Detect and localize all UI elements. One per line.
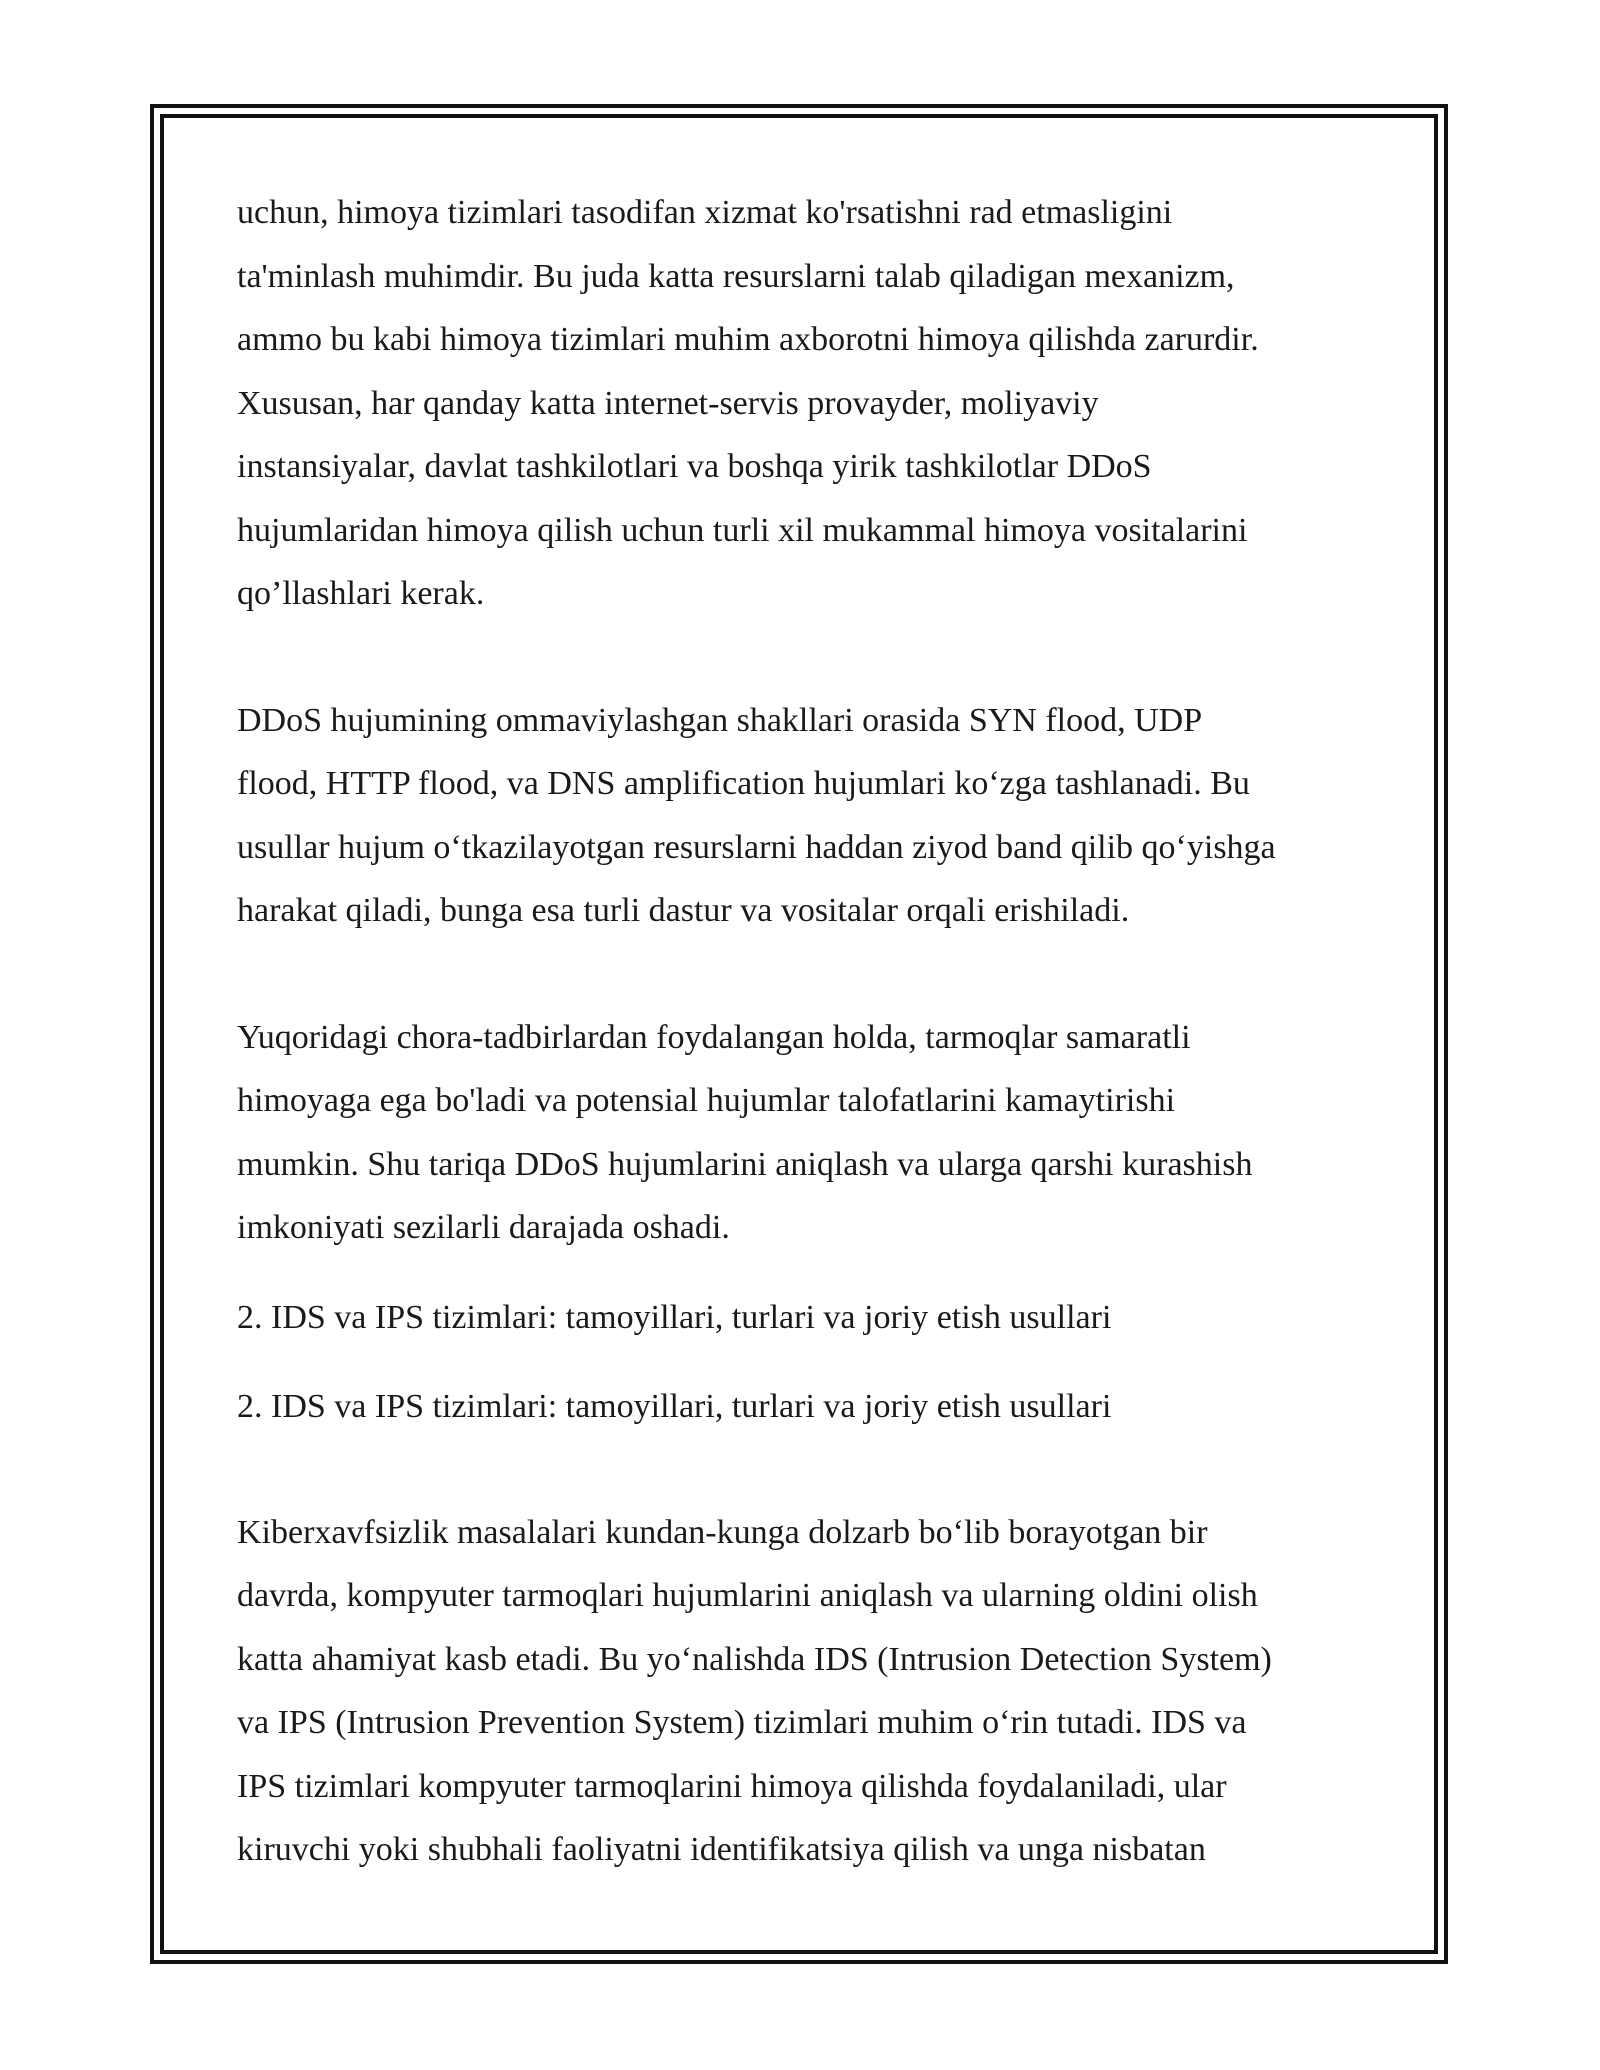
paragraph-measures <box>237 1006 1357 1260</box>
text-line: ammo bu kabi himoya tizimlari muhim axborotni himoya qilishda zarurdir. <box>237 321 1259 358</box>
text-line: va IPS (Intrusion Prevention System) tizimlari muhim o‘rin tutadi. IDS va <box>237 1704 1247 1741</box>
text-line: DDoS hujumining ommaviylashgan shakllari orasida SYN flood, UDP <box>237 701 1203 739</box>
paragraph-ids-ips <box>237 1501 1357 1882</box>
text-line: harakat qiladi, bunga esa turli dastur va vositalar orqali erishiladi. <box>237 892 1130 929</box>
text-line: davrda, kompyuter tarmoqlari hujumlarini aniqlash va ularning oldini olish <box>237 1577 1258 1614</box>
paragraph-spacer <box>237 1260 1357 1286</box>
text-line: kiruvchi yoki shubhali faoliyatni identifikatsiya qilish va unga nisbatan <box>237 1831 1206 1868</box>
text-line: ta'minlash muhimdir. Bu juda katta resurslarni talab qiladigan mexanizm, <box>237 257 1235 295</box>
text-line: uchun, himoya tizimlari tasodifan xizmat ko'rsatishni rad etmasligini <box>237 194 1173 231</box>
document-body <box>237 181 1357 1882</box>
section-heading-repeat: 2. IDS va IPS tizimlari: tamoyillari, turlari va joriy etish usullari <box>237 1387 1112 1425</box>
text-line: mumkin. Shu tariqa DDoS hujumlarini aniqlash va ularga qarshi kurashish <box>237 1145 1253 1183</box>
paragraph-spacer <box>237 1438 1357 1501</box>
text-line: himoyaga ega bo'ladi va potensial hujumlar talofatlarini kamaytirishi <box>237 1082 1176 1119</box>
text-line: katta ahamiyat kasb etadi. Bu yo‘nalishda IDS (Intrusion Detection System) <box>237 1640 1272 1678</box>
text-line: imkoniyati sezilarli darajada oshadi. <box>237 1209 730 1246</box>
text-line: Xususan, har qanday katta internet-servis provayder, moliyaviy <box>237 384 1099 422</box>
section-heading: 2. IDS va IPS tizimlari: tamoyillari, turlari va joriy etish usullari <box>237 1298 1112 1336</box>
text-line: usullar hujum o‘tkazilayotgan resurslarni haddan ziyod band qilib qo‘yishga <box>237 828 1276 866</box>
paragraph-ddos-protection <box>237 181 1357 626</box>
text-line: Kiberxavfsizlik masalalari kundan-kunga dolzarb bo‘lib borayotgan bir <box>237 1513 1208 1551</box>
text-line: IPS tizimlari kompyuter tarmoqlarini himoya qilishda foydalaniladi, ular <box>237 1767 1227 1805</box>
paragraph-spacer <box>237 943 1357 1006</box>
text-line: qo’llashlari kerak. <box>237 575 485 612</box>
paragraph-ddos-types <box>237 689 1357 943</box>
text-line: hujumlaridan himoya qilish uchun turli xil mukammal himoya vositalarini <box>237 511 1248 549</box>
text-line: flood, HTTP flood, va DNS amplification hujumlari ko‘zga tashlanadi. Bu <box>237 765 1250 802</box>
text-line: Yuqoridagi chora-tadbirlardan foydalangan holda, tarmoqlar samaratli <box>237 1018 1191 1056</box>
text-line: instansiyalar, davlat tashkilotlari va boshqa yirik tashkilotlar DDoS <box>237 448 1152 485</box>
paragraph-spacer <box>237 626 1357 689</box>
paragraph-spacer <box>237 1349 1357 1375</box>
